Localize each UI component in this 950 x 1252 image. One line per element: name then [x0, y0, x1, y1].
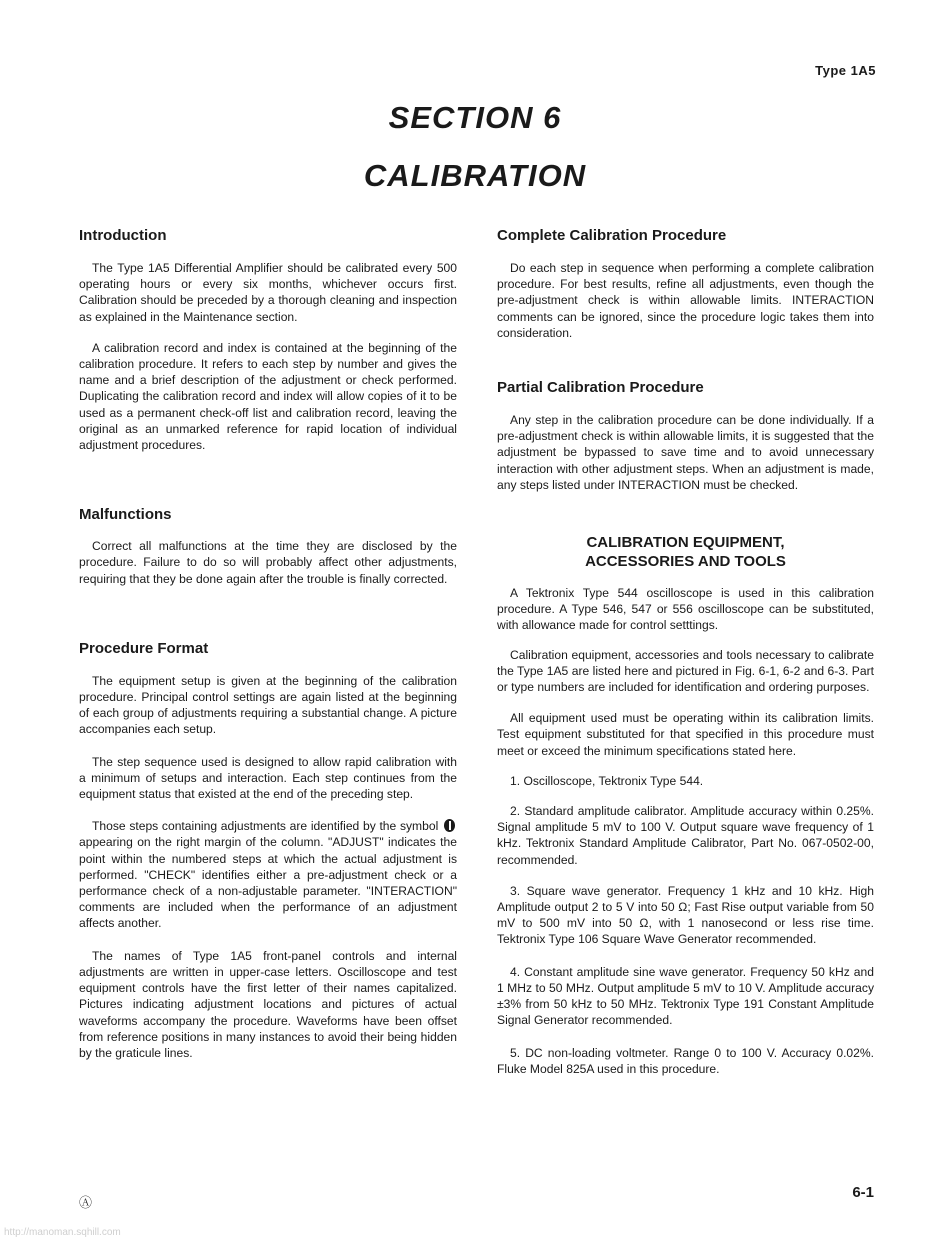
equipment-item: 4. Constant amplitude sine wave generator. Frequency 50 kHz and 1 MHz to 50 MHz. Output amplitude 5 mV to 10 V. Amplitude accuracy ±3% from 50 kHz to 50 MHz. Tektronix Type 191 Constant Amplitude Signal Generator recommended. [497, 964, 874, 1028]
procedure-format-heading: Procedure Format [79, 639, 209, 657]
partial-procedure-heading: Partial Calibration Procedure [497, 379, 704, 397]
equipment-paragraph-2: Calibration equipment, accessories and tools necessary to calibrate the Type 1A5 are listed here and pictured in Fig. 6-1, 6-2 and 6-3. Part or type numbers are included for identification and ordering purposes. [497, 647, 874, 695]
symbol-text-before: Those steps containing adjustments are identified by the symbol [92, 819, 439, 834]
procedure-format-paragraph-2: The step sequence used is designed to allow rapid calibration with a minimum of setups and interaction. Each step continues from the equipment status that existed at the end of the preceding step. [79, 754, 457, 802]
procedure-format-paragraph-3 [79, 818, 457, 931]
model-header: Type 1A5 [815, 63, 876, 78]
adjustment-symbol-icon [444, 819, 455, 832]
left-column [79, 226, 457, 1061]
page-number: 6-1 [852, 1184, 874, 1201]
watermark-url: http://manoman.sqhill.com [4, 1227, 121, 1238]
equipment-item: 1. Oscilloscope, Tektronix Type 544. [510, 773, 704, 788]
introduction-heading: Introduction [79, 227, 167, 244]
complete-procedure-paragraph: Do each step in sequence when performing a complete calibration procedure. For best results, refine all adjustments, even though the pre-adjustment check is within allowable limits. INTERACTION comments can be ignored, since the procedure logic takes them into consideration. [497, 261, 874, 340]
symbol-text-after: appearing on the right margin of the column. "ADJUST" indicates the point within the numbered steps at which the actual adjustment is performed. "CHECK" identifies either a pre-adjustment check or a performance check of a non-adjustable parameter. "INTERACTION" comments are included when the performance of an adjustment affects another. [79, 835, 457, 931]
right-column [497, 226, 874, 1077]
equipment-heading-line-2: ACCESSORIES AND TOOLS [585, 553, 786, 571]
equipment-item: 3. Square wave generator. Frequency 1 kHz and 10 kHz. High Amplitude output 2 to 5 V into 50 Ω; Fast Rise output variable from 50 mV to 500 mV into 50 Ω, with 1 nanosecond or less rise time. Tektronix Type 106 Square Wave Generator recommended. [497, 883, 874, 947]
equipment-item: 5. DC non-loading voltmeter. Range 0 to 100 V. Accuracy 0.02%. Fluke Model 825A used in this procedure. [497, 1045, 874, 1076]
equipment-paragraph-1: A Tektronix Type 544 oscilloscope is used in this calibration procedure. A Type 546, 547 or 556 oscilloscope can be substituted, with allowance made for control setttings. [497, 586, 874, 633]
procedure-format-paragraph-1: The equipment setup is given at the beginning of the calibration procedure. Principal control settings are again listed at the beginning of each group of adjustments requiring a substantial change. A picture accompanies each setup. [79, 673, 457, 737]
introduction-paragraph-2: A calibration record and index is contained at the beginning of the calibration procedure. It refers to each step by number and gives the name and a brief description of the adjustment or check performed. Duplicating the calibration record and index will allow copies of it to be used as a permanent check-off list and calibration record, leaving the original as an unmarked reference for rapid location of individual adjustment procedures. [79, 340, 457, 453]
procedure-format-paragraph-4: The names of Type 1A5 front-panel controls and internal adjustments are written in upper-case letters. Oscilloscope and test equipment controls have the first letter of their names capitalized. Pictures indicating adjustment locations and pictures of actual waveforms accompany the procedure. Waveforms have been offset from reference positions in many instances to avoid their being hidden by the graticule lines. [79, 948, 457, 1060]
malfunctions-paragraph: Correct all malfunctions at the time they are disclosed by the procedure. Failure to do so will probably affect other adjustments, requiring that they be done again after the trouble is finally corrected. [79, 539, 457, 586]
section-subtitle: CALIBRATION [363, 158, 587, 193]
section-title: SECTION 6 [388, 100, 562, 135]
introduction-paragraph-1: The Type 1A5 Differential Amplifier should be calibrated every 500 operating hours or every six months, whichever occurs first. Calibration should be preceded by a thorough cleaning and inspection as explained in the Maintenance section. [79, 261, 457, 324]
equipment-paragraph-3: All equipment used must be operating within its calibration limits. Test equipment substituted for that specified in this procedure must meet or exceed the minimum specifications stated here. [497, 711, 874, 758]
complete-procedure-heading: Complete Calibration Procedure [497, 227, 727, 244]
equipment-heading-line-1: CALIBRATION EQUIPMENT, [586, 534, 785, 552]
malfunctions-heading: Malfunctions [79, 506, 172, 524]
partial-procedure-paragraph: Any step in the calibration procedure can be done individually. If a pre-adjustment check is within allowable limits, it is suggested that the adjustment be bypassed to save time and to avoid unnecessary interaction with other adjustment steps. When an adjustment is made, any steps listed under INTERACTION must be checked. [497, 413, 874, 492]
publisher-mark: Ⓐ [79, 1195, 93, 1210]
equipment-item: 2. Standard amplitude calibrator. Amplitude accuracy within 0.25%. Signal amplitude 5 mV to 100 V. Output square wave frequency of 1 kHz. Tektronix Standard Amplitude Calibrator, Part No. 067-0502-00, recommended. [497, 804, 874, 867]
